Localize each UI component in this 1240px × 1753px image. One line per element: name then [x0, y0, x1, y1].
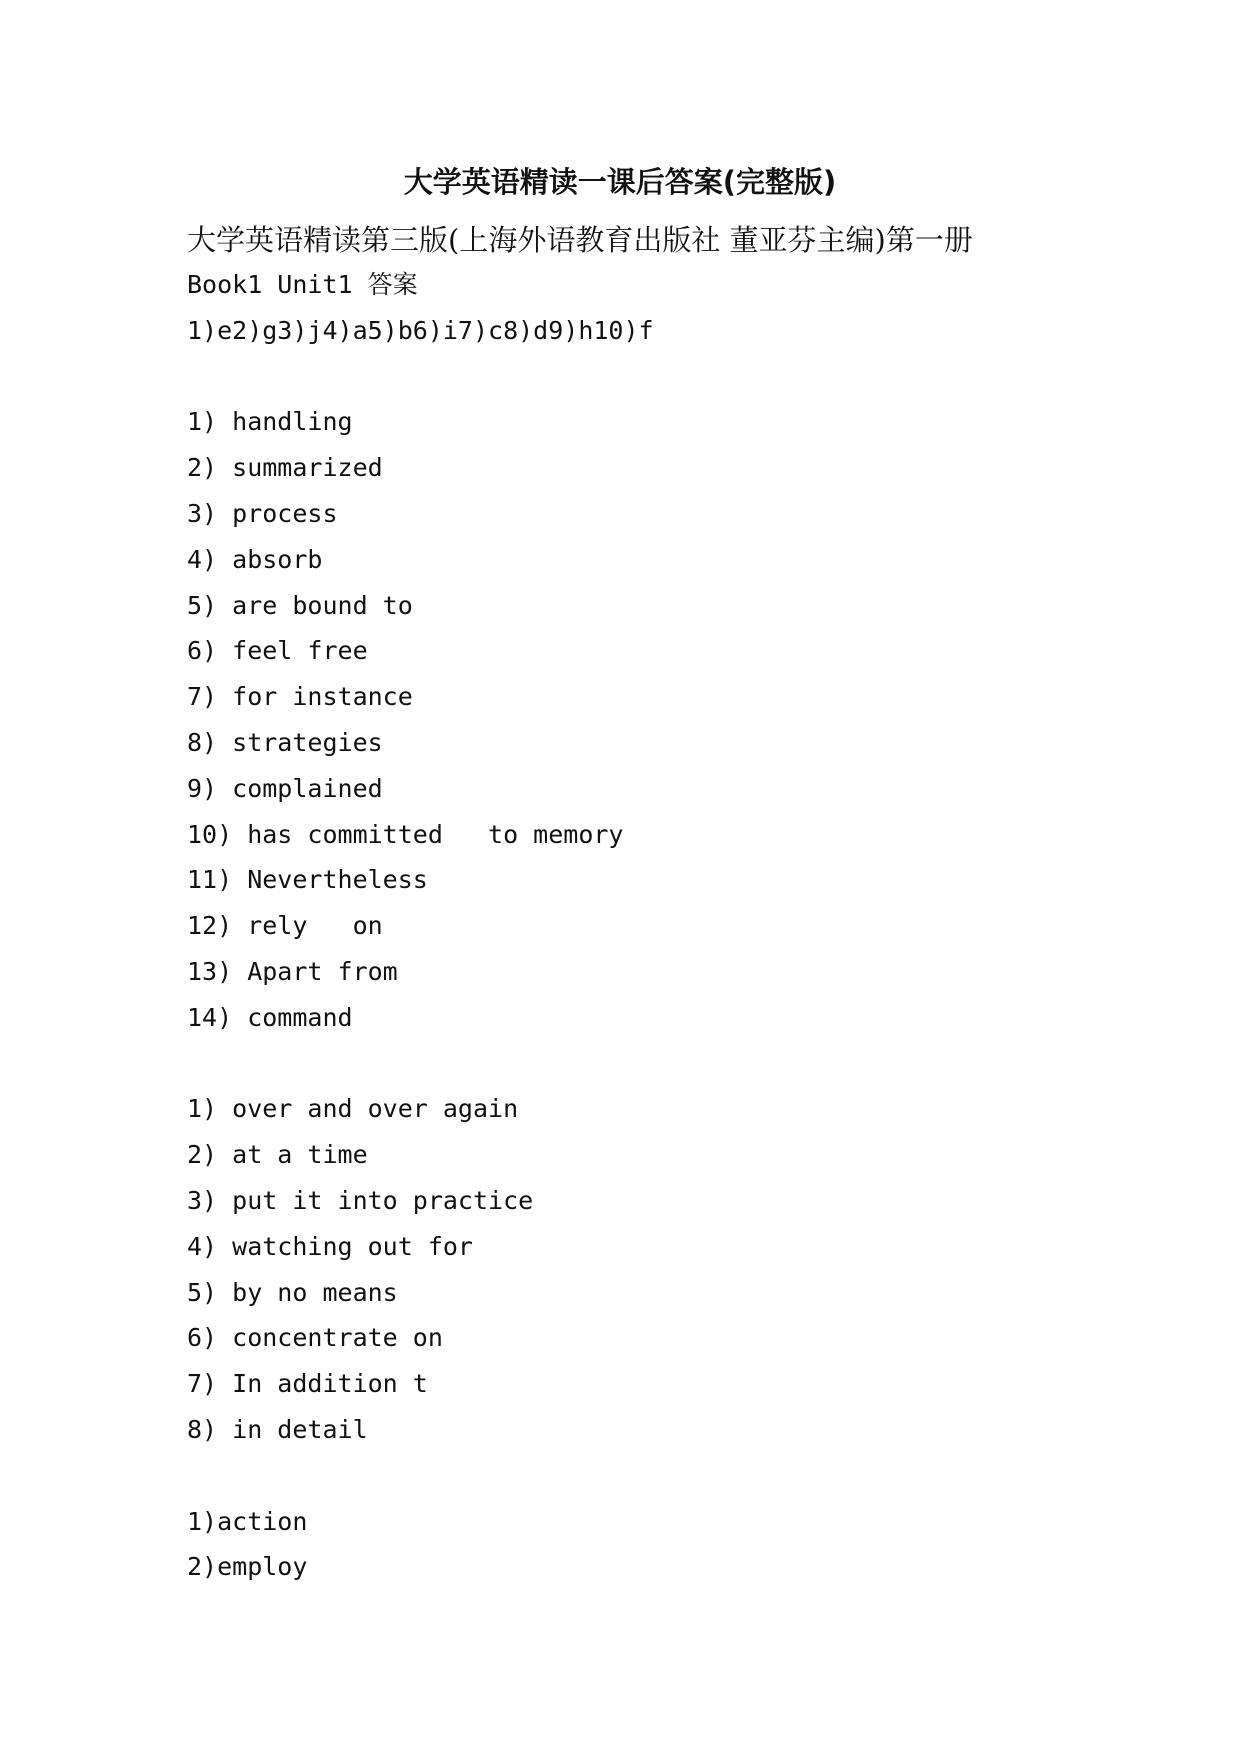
section-b-item: 8) in detail — [187, 1414, 368, 1444]
section-a-item: 4) absorb — [187, 544, 323, 574]
section-b-item: 7) In addition t — [187, 1369, 428, 1399]
document-subtitle: 大学英语精读第三版(上海外语教育出版社 董亚芬主编)第一册 — [187, 223, 973, 257]
section-a-item: 11) Nevertheless — [187, 865, 428, 895]
section-b-item: 3) put it into practice — [187, 1185, 534, 1215]
section-c-item: 1)action — [187, 1506, 308, 1536]
blank-line — [187, 1453, 1087, 1499]
section-a-item: 12) rely on — [187, 911, 383, 941]
section-b-item: 2) at a time — [187, 1140, 368, 1170]
section-a-item: 5) are bound to — [187, 590, 413, 620]
section-a-item: 8) strategies — [187, 727, 383, 757]
answer-key-line: 1)e2)g3)j4)a5)b6)i7)c8)d9)h10)f — [187, 315, 654, 345]
section-a-item: 1) handling — [187, 407, 353, 437]
section-a-item: 9) complained — [187, 773, 383, 803]
section-a-item: 14) command — [187, 1002, 353, 1032]
section-b-item: 5) by no means — [187, 1277, 398, 1307]
blank-line — [187, 1041, 1087, 1087]
section-b-item: 4) watching out for — [187, 1231, 473, 1261]
section-a-item: 10) has committed to memory — [187, 819, 624, 849]
section-a-item: 2) summarized — [187, 453, 383, 483]
document-body — [187, 222, 1087, 1590]
book-unit-heading: Book1 Unit1 答案 — [187, 270, 418, 299]
document-title: 大学英语精读一课后答案(完整版) — [403, 165, 837, 199]
section-a-item: 6) feel free — [187, 636, 368, 666]
section-c-item: 2)employ — [187, 1552, 308, 1582]
section-a-item: 3) process — [187, 498, 338, 528]
section-b-item: 6) concentrate on — [187, 1323, 443, 1353]
section-a-item: 7) for instance — [187, 682, 413, 712]
section-b-item: 1) over and over again — [187, 1094, 519, 1124]
section-a-item: 13) Apart from — [187, 956, 398, 986]
blank-line — [187, 354, 1087, 400]
